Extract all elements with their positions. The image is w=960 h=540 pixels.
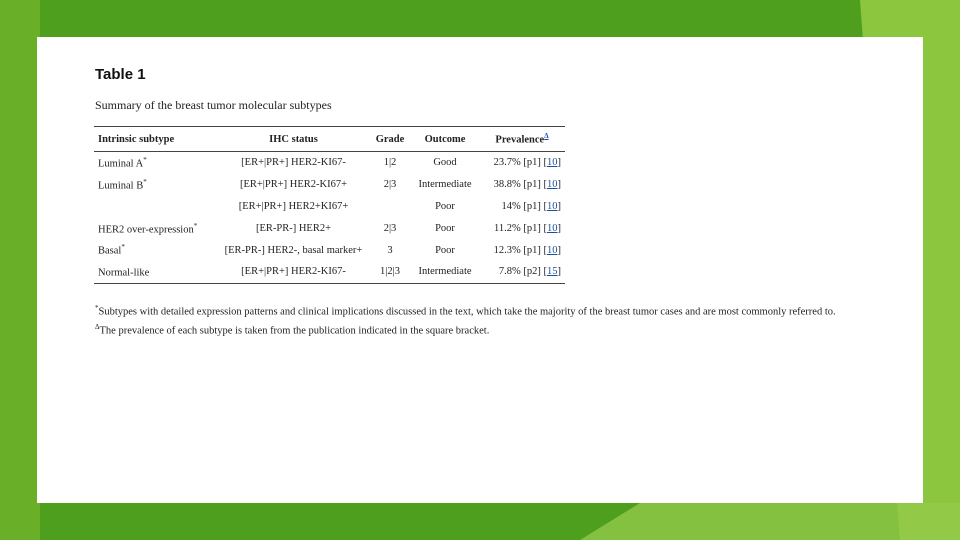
reference-link[interactable]: 10 xyxy=(547,222,558,234)
col-header-ihc: IHC status xyxy=(269,133,318,145)
cell-ihc-status: [ER+|PR+] HER2+KI67+ xyxy=(238,200,349,212)
accent-stripe-left xyxy=(0,0,40,540)
cell-prevalence xyxy=(479,261,565,283)
cell-prevalence xyxy=(479,196,565,218)
subtype-table xyxy=(94,126,565,284)
subtype-name: Basal xyxy=(98,245,122,257)
cell-grade: 2|3 xyxy=(383,179,397,191)
cell-ihc-status: [ER+|PR+] HER2-KI67+ xyxy=(239,179,348,191)
prevalence-value: 14% [p1] [ xyxy=(501,200,547,212)
cell-outcome: Poor xyxy=(435,200,455,212)
cell-prevalence xyxy=(479,239,565,261)
subtype-mark: * xyxy=(143,177,147,186)
subtype-name: HER2 over-expression xyxy=(98,224,194,236)
col-header-outcome: Outcome xyxy=(424,133,466,145)
cell-subtype xyxy=(94,174,218,196)
footnotes xyxy=(95,302,855,339)
footnote-text: The prevalence of each subtype is taken from the publication indicated in the square bracket. xyxy=(99,325,490,336)
cell-outcome: Intermediate xyxy=(418,179,472,191)
prevalence-value: 11.2% [p1] [ xyxy=(494,222,547,234)
subtype-name: Luminal A xyxy=(98,158,144,170)
col-header-prevalence-label: Prevalence xyxy=(495,134,545,146)
cell-subtype xyxy=(94,196,218,218)
footnote xyxy=(95,321,855,338)
cell-prevalence xyxy=(479,152,565,174)
subtype-mark: * xyxy=(193,221,198,230)
cell-grade: 3 xyxy=(387,244,393,256)
cell-outcome: Poor xyxy=(435,222,455,234)
table-caption: Summary of the breast tumor molecular subtypes xyxy=(95,98,332,112)
cell-outcome: Intermediate xyxy=(418,266,472,278)
cell-grade xyxy=(369,196,411,218)
cell-grade: 1|2|3 xyxy=(380,266,400,278)
cell-subtype xyxy=(94,152,218,174)
prevalence-marker[interactable]: Δ xyxy=(544,132,549,141)
footnote xyxy=(95,302,855,319)
col-header-grade: Grade xyxy=(375,133,405,145)
prevalence-value: 38.8% [p1] [ xyxy=(493,179,547,191)
prevalence-close: ] xyxy=(557,200,561,212)
cell-outcome: Good xyxy=(433,157,457,169)
cell-prevalence xyxy=(479,174,565,196)
table-title: Table 1 xyxy=(95,66,146,83)
cell-outcome: Poor xyxy=(435,244,455,256)
reference-link[interactable]: 10 xyxy=(547,200,558,212)
reference-link[interactable]: 10 xyxy=(547,179,558,191)
cell-ihc-status: [ER+|PR+] HER2-KI67- xyxy=(241,266,346,278)
prevalence-close: ] xyxy=(557,157,561,169)
table-header-row xyxy=(94,127,565,152)
footnote-text: Subtypes with detailed expression patterns and clinical implications discussed in the text, which take the majority of the breast tumor cases and are most commonly referred to. xyxy=(98,306,836,318)
col-header-prevalence xyxy=(479,127,565,152)
reference-link[interactable]: 15 xyxy=(547,266,558,278)
prevalence-close: ] xyxy=(557,266,561,278)
cell-subtype xyxy=(94,217,218,239)
prevalence-close: ] xyxy=(557,222,561,234)
cell-grade: 1|2 xyxy=(383,157,397,169)
cell-prevalence xyxy=(479,217,565,239)
subtype-name: Luminal B xyxy=(98,180,144,192)
cell-subtype xyxy=(94,239,218,261)
cell-ihc-status: [ER+|PR+] HER2-KI67- xyxy=(241,157,346,169)
cell-ihc-status: [ER-PR-] HER2+ xyxy=(255,222,332,234)
table-row xyxy=(94,196,565,218)
subtype-mark: * xyxy=(121,243,125,252)
footnote-mark: Δ xyxy=(95,322,100,331)
prevalence-close: ] xyxy=(557,244,561,256)
col-header-subtype: Intrinsic subtype xyxy=(98,133,175,145)
prevalence-value: 23.7% [p1] [ xyxy=(493,157,547,169)
prevalence-value: 7.8% [p2] [ xyxy=(498,266,547,278)
accent-stripe-bottom xyxy=(580,503,960,540)
table-row xyxy=(94,261,565,283)
cell-ihc-status: [ER-PR-] HER2-, basal marker+ xyxy=(224,244,363,256)
reference-link[interactable]: 10 xyxy=(547,157,558,169)
footnote-mark: * xyxy=(95,304,99,312)
cell-grade: 2|3 xyxy=(383,222,397,234)
cell-subtype xyxy=(94,261,218,283)
subtype-mark: * xyxy=(143,156,147,165)
prevalence-close: ] xyxy=(557,179,561,191)
table-row xyxy=(94,239,565,261)
reference-link[interactable]: 10 xyxy=(547,244,558,256)
prevalence-value: 12.3% [p1] [ xyxy=(493,244,547,256)
table-row xyxy=(94,217,565,239)
subtype-name: Normal-like xyxy=(98,267,150,279)
table-row xyxy=(94,152,565,174)
table-row xyxy=(94,174,565,196)
